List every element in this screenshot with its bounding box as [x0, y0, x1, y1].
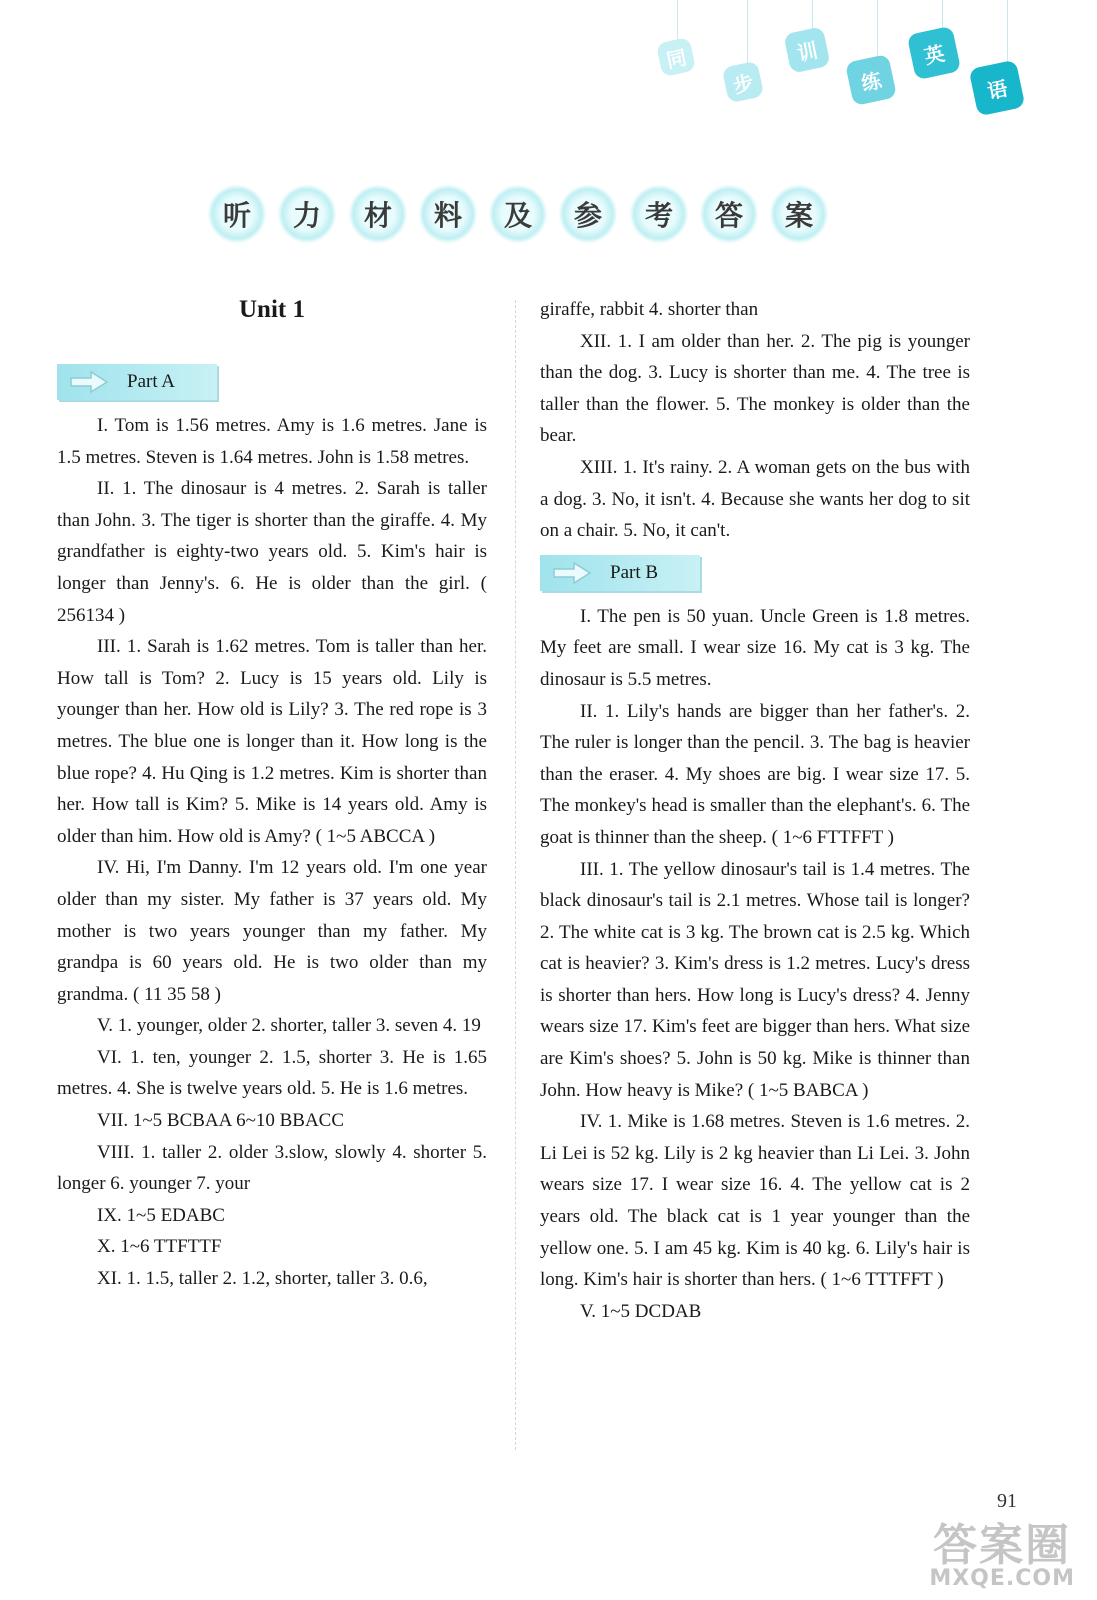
- answer-paragraph: VII. 1~5 BCBAA 6~10 BBACC: [97, 1110, 345, 1132]
- part-a-banner: [57, 364, 217, 400]
- title-char: 力: [266, 173, 348, 255]
- answer-paragraph: V. 1. younger, older 2. shorter, taller 3. seven 4. 19: [97, 1015, 481, 1037]
- left-column: [57, 410, 487, 1295]
- deco-tag: 步: [722, 61, 765, 104]
- deco-tag: 训: [783, 26, 830, 73]
- header-decoration: [637, 0, 1057, 130]
- answer-paragraph: XII. 1. I am older than her. 2. The pig is younger than the dog. 3. Lucy is shorter than me. 4. The tree is taller than the flower. 5. The monkey is older than the bear.: [540, 330, 970, 447]
- deco-tag: 语: [969, 60, 1026, 117]
- right-column: [540, 294, 970, 1327]
- title-char: 料: [407, 173, 489, 255]
- title-char: 听: [196, 173, 278, 255]
- answer-paragraph: IV. 1. Mike is 1.68 metres. Steven is 1.6 metres. 2. Li Lei is 52 kg. Lily is 2 kg heavier than Li Lei. 3. John wears size 17. I wear size 16. 4. The yellow cat is 2 years old. The black cat is 1 year younger than the yellow one. 5. I am 45 kg. Kim is 40 kg. 6. Lily's hair is long. Kim's hair is shorter than hers. ( 1~6 TTTFFT ): [540, 1111, 970, 1291]
- title-char: 参: [547, 173, 629, 255]
- title-char: 案: [758, 173, 840, 255]
- column-divider: [515, 300, 516, 1450]
- answer-paragraph: III. 1. Sarah is 1.62 metres. Tom is taller than her. How tall is Tom? 2. Lucy is 15 years old. Lily is younger than her. How old is Lily? 3. The red rope is 3 metres. The blue one is longer than it. How long is the blue rope? 4. Hu Qing is 1.2 metres. Kim is shorter than her. How tall is Kim? 5. Mike is 14 years old. Amy is older than him. How old is Amy? ( 1~5 ABCCA ): [57, 636, 487, 847]
- title-char: 考: [617, 173, 699, 255]
- answer-paragraph: IX. 1~5 EDABC: [97, 1204, 225, 1226]
- deco-tag: 同: [656, 37, 696, 77]
- answer-paragraph: III. 1. The yellow dinosaur's tail is 1.4 metres. The black dinosaur's tail is 2.1 metres. Whose tail is longer? 2. The white cat is 3 kg. The brown cat is 2.5 kg. Which cat is heavier? 3. Kim's dress is 1.2 metres. Lucy's dress is shorter than hers. How long is Lucy's dress? 4. Jenny wears size 17. Kim's feet are bigger than hers. What size are Kim's shoes? 5. John is 50 kg. Mike is thinner than John. How heavy is Mike? ( 1~5 BABCA ): [540, 858, 970, 1101]
- part-b-label: Part B: [610, 561, 659, 583]
- unit-title: Unit 1: [239, 296, 305, 323]
- arrow-icon: [67, 370, 111, 394]
- answer-paragraph: II. 1. Lily's hands are bigger than her father's. 2. The ruler is longer than the pencil. 3. The bag is heavier than the eraser. 4. My shoes are big. I wear size 17. 5. The monkey's head is smaller than the elephant's. 6. The goat is thinner than the sheep. ( 1~6 FTTFFT ): [540, 700, 970, 848]
- part-a-label: Part A: [127, 371, 176, 392]
- page-number: 91: [997, 1490, 1017, 1512]
- answer-paragraph: X. 1~6 TTFTTF: [97, 1236, 222, 1258]
- answer-paragraph: VI. 1. ten, younger 2. 1.5, shorter 3. He is 1.65 metres. 4. She is twelve years old. 5. He is 1.6 metres.: [57, 1046, 487, 1100]
- title-char: 答: [688, 173, 770, 255]
- part-b-banner: [540, 555, 700, 591]
- answer-paragraph: I. The pen is 50 yuan. Uncle Green is 1.8 metres. My feet are small. I wear size 16. My cat is 3 kg. The dinosaur is 5.5 metres.: [540, 605, 970, 690]
- watermark-line1: 答案圈: [933, 1520, 1072, 1571]
- answer-paragraph: V. 1~5 DCDAB: [580, 1300, 702, 1322]
- answer-paragraph: XI. 1. 1.5, taller 2. 1.2, shorter, taller 3. 0.6,: [97, 1268, 428, 1290]
- title-char: 材: [336, 173, 418, 255]
- title-char: 及: [477, 173, 559, 255]
- answer-paragraph: II. 1. The dinosaur is 4 metres. 2. Sarah is taller than John. 3. The tiger is shorter than the giraffe. 4. My grandfather is eighty-two years old. 5. Kim's hair is longer than Jenny's. 6. He is older than the girl. ( 256134 ): [57, 478, 487, 626]
- answer-paragraph: VIII. 1. taller 2. older 3.slow, slowly 4. shorter 5. longer 6. younger 7. your: [57, 1141, 487, 1195]
- deco-tag: 练: [845, 54, 897, 106]
- answer-paragraph: IV. Hi, I'm Danny. I'm 12 years old. I'm one year older than my sister. My father is 37 years old. My mother is two years younger than my father. My grandpa is 60 years old. He is two older than my grandma. ( 11 35 58 ): [57, 857, 487, 1005]
- watermark-line2: MXQE.COM: [929, 1566, 1075, 1591]
- answer-paragraph: XIII. 1. It's rainy. 2. A woman gets on the bus with a dog. 3. No, it isn't. 4. Because she wants her dog to sit on a chair. 5. No, it can't.: [540, 456, 970, 542]
- answer-paragraph: giraffe, rabbit 4. shorter than: [540, 299, 759, 320]
- arrow-icon: [550, 561, 594, 585]
- answer-paragraph: I. Tom is 1.56 metres. Amy is 1.6 metres. Jane is 1.5 metres. Steven is 1.64 metres. John is 1.58 metres.: [57, 415, 487, 468]
- deco-tag: 英: [907, 26, 962, 81]
- watermark-logo: [929, 1520, 1075, 1591]
- page-title: [208, 185, 828, 245]
